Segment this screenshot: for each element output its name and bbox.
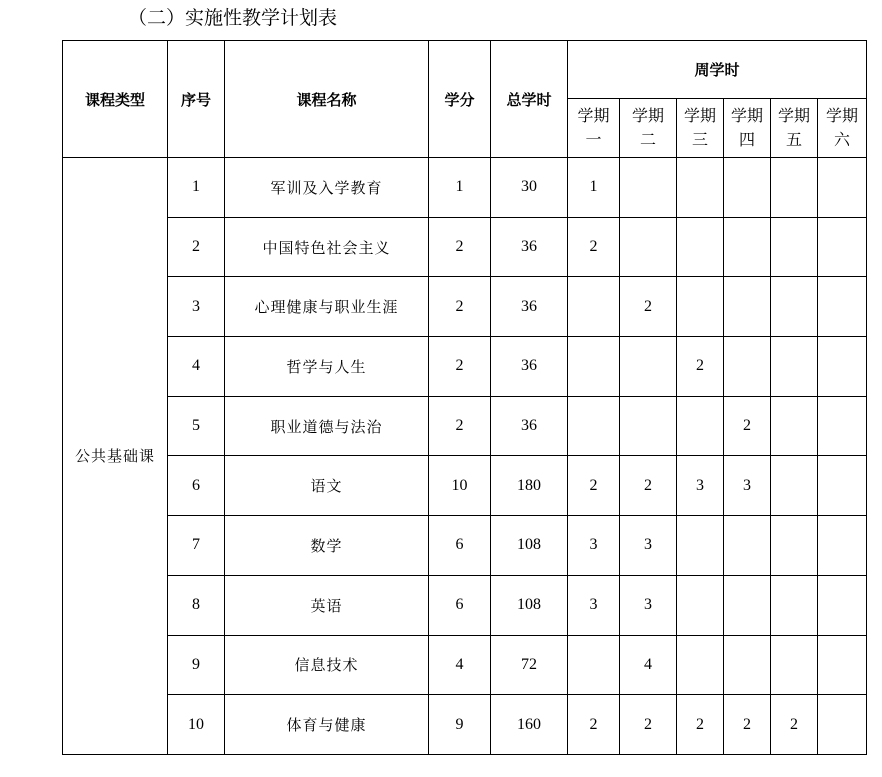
row-term-6-hours (818, 516, 867, 576)
row-term-5-hours: 2 (771, 695, 818, 755)
table-row (63, 456, 867, 516)
term-label-number: 四 (738, 130, 755, 149)
row-credits: 2 (429, 396, 491, 456)
row-term-4-hours (724, 635, 771, 695)
row-total-hours: 180 (491, 456, 568, 516)
row-term-1-hours: 3 (568, 575, 620, 635)
term-label-top: 学期 (826, 106, 859, 125)
row-term-5-hours (771, 217, 818, 277)
term-label-top: 学期 (683, 106, 716, 125)
row-total-hours: 36 (491, 277, 568, 337)
term-label-number: 三 (691, 130, 708, 149)
row-term-5-hours (771, 635, 818, 695)
row-term-3-hours (677, 635, 724, 695)
row-index: 2 (168, 217, 225, 277)
row-course-name: 军训及入学教育 (225, 158, 429, 218)
table-row (63, 575, 867, 635)
row-term-1-hours: 2 (568, 217, 620, 277)
row-term-3-hours (677, 277, 724, 337)
row-total-hours: 108 (491, 575, 568, 635)
row-course-name: 体育与健康 (225, 695, 429, 755)
row-total-hours: 36 (491, 396, 568, 456)
header-row (63, 41, 867, 99)
teaching-plan-table (62, 40, 867, 755)
row-index: 10 (168, 695, 225, 755)
term-label-top: 学期 (631, 106, 664, 125)
row-term-6-hours (818, 695, 867, 755)
row-term-4-hours (724, 516, 771, 576)
row-term-4-hours (724, 277, 771, 337)
category-cell: 公共基础课 (63, 158, 168, 755)
row-credits: 10 (429, 456, 491, 516)
header-term-2 (620, 99, 677, 158)
row-course-name: 职业道德与法治 (225, 396, 429, 456)
header-term-1 (568, 99, 620, 158)
row-term-2-hours (620, 396, 677, 456)
row-term-1-hours: 1 (568, 158, 620, 218)
header-total-hours: 总学时 (491, 41, 568, 158)
row-course-name: 哲学与人生 (225, 337, 429, 397)
row-index: 1 (168, 158, 225, 218)
header-credits: 学分 (429, 41, 491, 158)
row-term-1-hours (568, 277, 620, 337)
term-label-top: 学期 (777, 106, 810, 125)
row-term-5-hours (771, 277, 818, 337)
header-term-6 (818, 99, 867, 158)
header-category: 课程类型 (63, 41, 168, 158)
row-total-hours: 30 (491, 158, 568, 218)
row-term-5-hours (771, 396, 818, 456)
row-term-3-hours: 2 (677, 337, 724, 397)
row-term-4-hours: 2 (724, 695, 771, 755)
term-label-top: 学期 (730, 106, 763, 125)
term-label-number: 五 (785, 130, 802, 149)
row-term-1-hours: 2 (568, 695, 620, 755)
table-row (63, 695, 867, 755)
row-term-2-hours: 2 (620, 695, 677, 755)
term-label-number: 一 (585, 130, 602, 149)
row-index: 8 (168, 575, 225, 635)
document-heading: （二）实施性教学计划表 (128, 7, 338, 29)
term-label-number: 二 (639, 130, 656, 149)
row-term-1-hours: 3 (568, 516, 620, 576)
row-term-5-hours (771, 158, 818, 218)
row-term-4-hours: 2 (724, 396, 771, 456)
term-label-top: 学期 (577, 106, 610, 125)
header-weekly-hours: 周学时 (568, 41, 867, 99)
row-term-2-hours: 4 (620, 635, 677, 695)
term-label-number: 六 (834, 130, 851, 149)
table-row (63, 516, 867, 576)
row-credits: 2 (429, 277, 491, 337)
row-term-6-hours (818, 635, 867, 695)
row-credits: 9 (429, 695, 491, 755)
row-term-5-hours (771, 337, 818, 397)
row-term-2-hours: 3 (620, 575, 677, 635)
row-credits: 6 (429, 516, 491, 576)
row-term-6-hours (818, 217, 867, 277)
row-term-3-hours (677, 217, 724, 277)
row-term-2-hours (620, 337, 677, 397)
row-term-3-hours: 3 (677, 456, 724, 516)
row-term-1-hours (568, 337, 620, 397)
table-row (63, 337, 867, 397)
table-row (63, 635, 867, 695)
row-term-6-hours (818, 396, 867, 456)
row-term-3-hours: 2 (677, 695, 724, 755)
header-term-4 (724, 99, 771, 158)
row-index: 3 (168, 277, 225, 337)
row-total-hours: 108 (491, 516, 568, 576)
row-total-hours: 72 (491, 635, 568, 695)
row-credits: 2 (429, 337, 491, 397)
row-course-name: 数学 (225, 516, 429, 576)
row-term-2-hours: 2 (620, 277, 677, 337)
row-total-hours: 160 (491, 695, 568, 755)
row-course-name: 语文 (225, 456, 429, 516)
row-term-2-hours (620, 158, 677, 218)
row-course-name: 中国特色社会主义 (225, 217, 429, 277)
row-term-5-hours (771, 516, 818, 576)
row-term-3-hours (677, 516, 724, 576)
row-credits: 4 (429, 635, 491, 695)
row-course-name: 信息技术 (225, 635, 429, 695)
row-index: 6 (168, 456, 225, 516)
row-term-6-hours (818, 575, 867, 635)
row-course-name: 心理健康与职业生涯 (225, 277, 429, 337)
row-term-3-hours (677, 158, 724, 218)
header-index: 序号 (168, 41, 225, 158)
row-term-2-hours: 3 (620, 516, 677, 576)
row-term-3-hours (677, 575, 724, 635)
table-row (63, 158, 867, 218)
row-credits: 1 (429, 158, 491, 218)
row-term-4-hours: 3 (724, 456, 771, 516)
row-term-1-hours (568, 635, 620, 695)
table-row (63, 396, 867, 456)
table-row (63, 217, 867, 277)
row-term-3-hours (677, 396, 724, 456)
header-course-name: 课程名称 (225, 41, 429, 158)
row-term-6-hours (818, 277, 867, 337)
row-term-6-hours (818, 158, 867, 218)
header-term-5 (771, 99, 818, 158)
row-credits: 2 (429, 217, 491, 277)
row-index: 7 (168, 516, 225, 576)
row-term-5-hours (771, 456, 818, 516)
row-credits: 6 (429, 575, 491, 635)
row-term-6-hours (818, 337, 867, 397)
row-term-5-hours (771, 575, 818, 635)
row-index: 9 (168, 635, 225, 695)
row-term-1-hours: 2 (568, 456, 620, 516)
row-term-4-hours (724, 217, 771, 277)
header-term-3 (677, 99, 724, 158)
row-course-name: 英语 (225, 575, 429, 635)
row-term-4-hours (724, 575, 771, 635)
row-term-6-hours (818, 456, 867, 516)
row-total-hours: 36 (491, 337, 568, 397)
row-term-1-hours (568, 396, 620, 456)
row-index: 4 (168, 337, 225, 397)
row-term-4-hours (724, 337, 771, 397)
row-term-4-hours (724, 158, 771, 218)
row-term-2-hours: 2 (620, 456, 677, 516)
row-index: 5 (168, 396, 225, 456)
row-total-hours: 36 (491, 217, 568, 277)
row-term-2-hours (620, 217, 677, 277)
table-row (63, 277, 867, 337)
